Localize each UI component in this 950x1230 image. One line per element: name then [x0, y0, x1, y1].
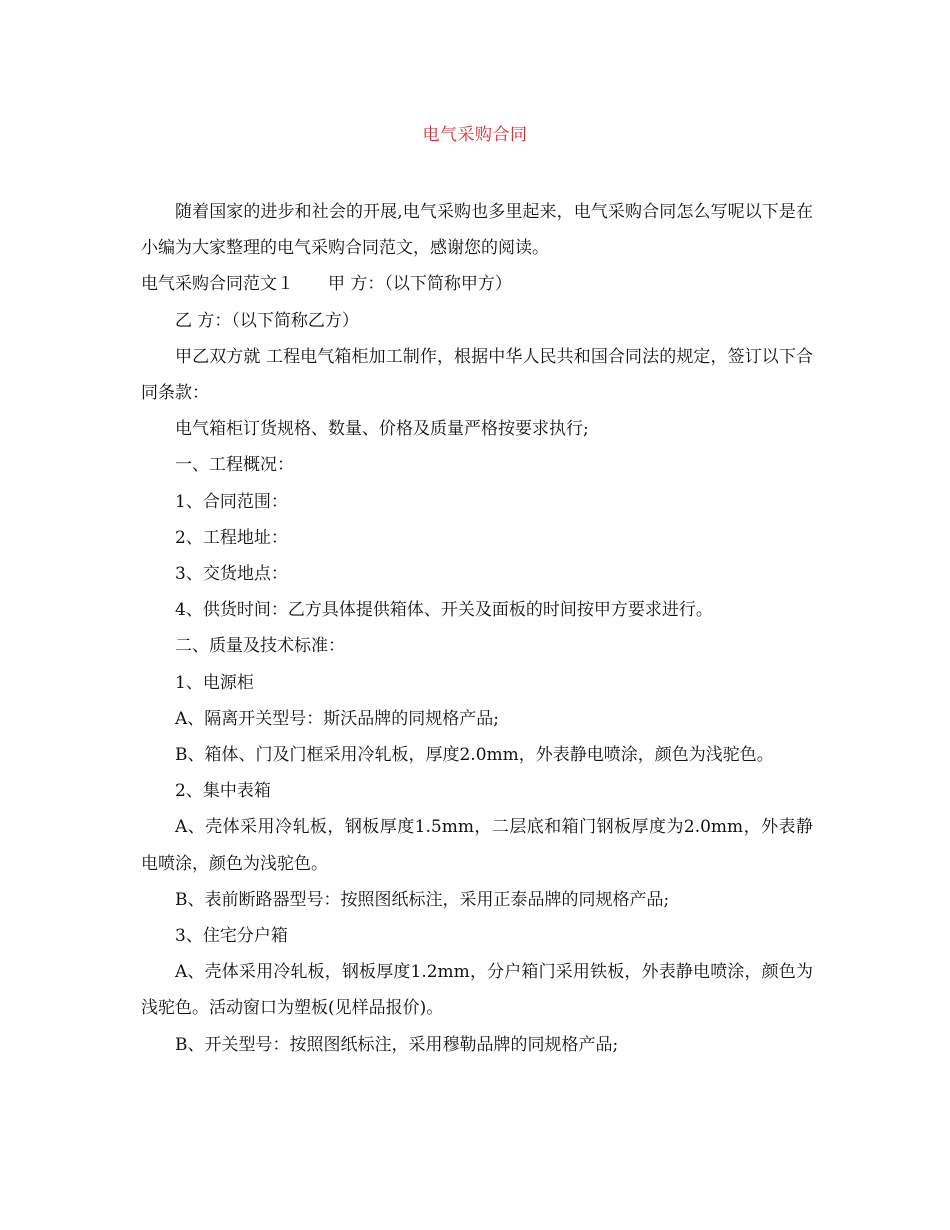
intro-paragraph: 随着国家的进步和社会的开展,电气采购也多里起来，电气采购合同怎么写呢以下是在小编为大家整理的电气采购合同范文，感谢您的阅读。	[141, 202, 813, 259]
agreement-paragraph: 甲乙双方就 工程电气箱柜加工制作，根据中华人民共和国合同法的规定，签订以下合同条款：	[141, 346, 813, 404]
clause-scope: 1、合同范围：	[175, 491, 288, 512]
item-meter-box: 2、集中表箱	[175, 781, 271, 802]
power-cabinet-spec-a: A、隔离开关型号：斯沃品牌的同规格产品;	[175, 708, 500, 729]
party-a-line: 甲 方：（以下简称甲方）	[328, 274, 512, 295]
section-heading-overview: 一、工程概况：	[175, 455, 294, 476]
household-box-spec-a: A、壳体采用冷轧板，钢板厚度1.2mm，分户箱门采用铁板，外表静电喷涂，颜色为浅驼色。活动窗口为塑板(见样品报价)。	[141, 962, 813, 1019]
document-title: 电气采购合同	[422, 125, 528, 145]
power-cabinet-spec-b: B、箱体、门及门框采用冷轧板，厚度2.0mm，外表静电喷涂，颜色为浅驼色。	[175, 745, 774, 766]
sample-heading: 电气采购合同范文１	[141, 274, 294, 295]
party-b-line: 乙 方：（以下简称乙方）	[175, 310, 359, 331]
section-line	[141, 266, 813, 302]
household-box-spec-b: B、开关型号：按照图纸标注，采用穆勒品牌的同规格产品;	[175, 1034, 619, 1055]
meter-box-spec-a: A、壳体采用冷轧板，钢板厚度1.5mm，二层底和箱门钢板厚度为2.0mm，外表静电喷涂，颜色为浅驼色。	[141, 817, 813, 874]
item-power-cabinet: 1、电源柜	[175, 672, 254, 693]
clause-address: 2、工程地址：	[175, 527, 288, 548]
clause-delivery-place: 3、交货地点：	[175, 564, 288, 585]
document-body	[141, 194, 813, 1063]
order-spec-line: 电气箱柜订货规格、数量、价格及质量严格按要求执行;	[175, 419, 589, 440]
section-heading-quality: 二、质量及技术标准：	[175, 636, 345, 657]
meter-box-spec-b: B、表前断路器型号：按照图纸标注，采用正泰品牌的同规格产品;	[175, 889, 670, 910]
clause-supply-time: 4、供货时间：乙方具体提供箱体、开关及面板的时间按甲方要求进行。	[175, 600, 713, 621]
item-household-box: 3、住宅分户箱	[175, 926, 288, 947]
